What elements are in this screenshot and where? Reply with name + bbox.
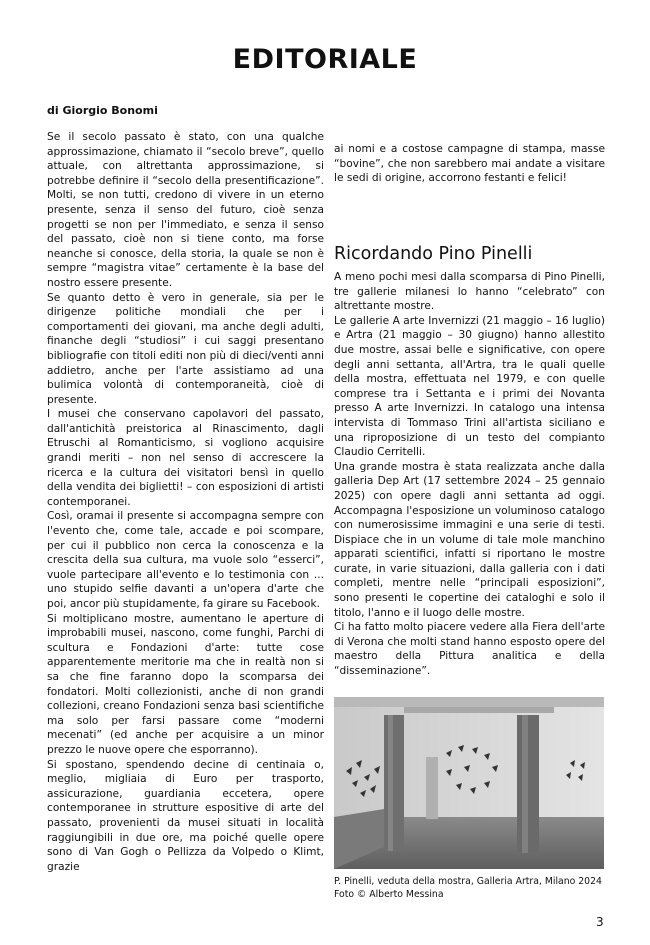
section-paragraph: Le gallerie A arte Invernizzi (21 maggio – 16 luglio) e Artra (21 maggio – 30 giugno) hanno allestito due mostre, assai belle e significative, con opere degli anni settanta, all'Artra, tra le quali quelle della mostra, effettuata nel 1979, e con quelle comprese tra i Settanta e i primi dei Novanta presso A arte Invernizzi. In catalogo una intensa intervista di Tommaso Trini all'artista siciliano e una riproposizione di un testo del compianto Claudio Cerritelli. [334,314,605,459]
gallery-room-illustration [334,697,604,869]
section-title: Ricordando Pino Pinelli [334,244,533,264]
editorial-paragraph-continued: ai nomi e a costose campagne di stampa, masse “bovine”, che non sarebbero mai andate a visitare le sedi di origine, accorrono festanti e felici! [334,143,605,185]
photo-caption [334,875,614,901]
editorial-column-left [47,130,324,874]
editorial-column-right-continuation [334,142,605,186]
section-paragraph: Ci ha fatto molto piacere vedere alla Fiera dell'arte di Verona che molti stand hanno esposto opere del maestro della Pittura analitica e della “disseminazione”. [334,621,605,678]
editorial-paragraph: Se quanto detto è vero in generale, sia per le dirigenze politiche mondiali che per i comportamenti dei giovani, ma anche degli adulti, finanche degli “studiosi” i cui saggi presentano bibliografie con titoli editi non più di dieci/venti anni addietro, anche per l'arte assistiamo ad una bulimica volontà di contemporaneità, cioè di presente. [47,291,324,406]
editorial-paragraph: Si moltiplicano mostre, aumentano le aperture di improbabili musei, nascono, come funghi, Parchi di scultura e Fondazioni d'arte: tutte cose apparentemente meritorie ma che in realtà non si sa che fine faranno dopo la scomparsa dei fondatori. Molti collezionisti, anche di non grandi collezioni, creano Fondazioni senza basi scientifiche ma solo per farsi passare come “moderni mecenati” (ed anche per acquisire a un minor prezzo le nuove opere che esporranno). [47,612,324,756]
exhibition-photo [334,697,604,869]
photo-credit: Foto © Alberto Messina [334,889,444,900]
editorial-paragraph: I musei che conservano capolavori del passato, dall'antichità preistorica al Rinascimento, dagli Etruschi al Romanticismo, si vogliono acquisire grandi meriti – non nel senso di accrescere la ricerca e la cultura dei visitatori bensì in quello della vendita dei biglietti! – con esposizioni di artisti contemporanei. [47,408,324,508]
editorial-paragraph-split: Si spostano, spendendo decine di centinaia o, meglio, migliaia di Euro per trasporto, assicurazione, guardiania eccetera, opere contemporanee in strutture espositive di arte del passato, provenienti da musei situati in località raggiungibili in due ore, ma poiché quelle opere sono di Van Gogh o Pellizza da Volpedo o Klimt, grazie [47,758,324,873]
page-number: 3 [596,915,604,929]
page-title: EDITORIALE [232,44,418,75]
section-paragraph: Una grande mostra è stata realizzata anche dalla galleria Dep Art (17 settembre 2024 – 25 gennaio 2025) con opere dagli anni settanta ad oggi. Accompagna l'esposizione un voluminoso catalogo con numerosissime immagini e una serie di testi. Dispiace che in un volume di tale mole manchino apparati scientifici, infatti si riportano le mostre curate, in varie situazioni, dalla galleria con i dati completi, mentre nelle “principali esposizioni”, sono presenti le copertine dei cataloghi e solo il titolo, l'anno e il luogo delle mostre. [334,460,605,619]
author-byline: di Giorgio Bonomi [47,104,158,117]
editorial-paragraph: Se il secolo passato è stato, con una qualche approssimazione, chiamato il “secolo breve”, quello attuale, con altrettanta approssimazione, si potrebbe definire il “secolo della presentificazione”. Molti, se non tutti, credono di vivere in un eterno presente, senza il senso del futuro, cioè senza progetti se non per l'immediato, e senza il senso del passato, cioè non si tiene conto, ma forse neanche si conosce, della storia, la quale se non è sempre “magistra vitae” certamente è la base del nostro essere presente. [47,131,324,289]
caption-line: P. Pinelli, veduta della mostra, Galleria Artra, Milano 2024 [334,876,602,887]
section-body [334,270,605,679]
section-paragraph: A meno pochi mesi dalla scomparsa di Pino Pinelli, tre gallerie milanesi lo hanno “celebrato” con altrettante mostre. [334,271,605,313]
editorial-paragraph: Così, oramai il presente si accompagna sempre con l'evento che, come tale, accade e poi scompare, per cui il pubblico non cerca la conoscenza e la crescita della sua cultura, ma vuole solo “esserci”, vuole partecipare all'evento e lo testimonia con ... uno stupido selfie davanti a un'opera d'arte che poi, ancor più stupidamente, fa girare su Facebook. [47,510,324,610]
